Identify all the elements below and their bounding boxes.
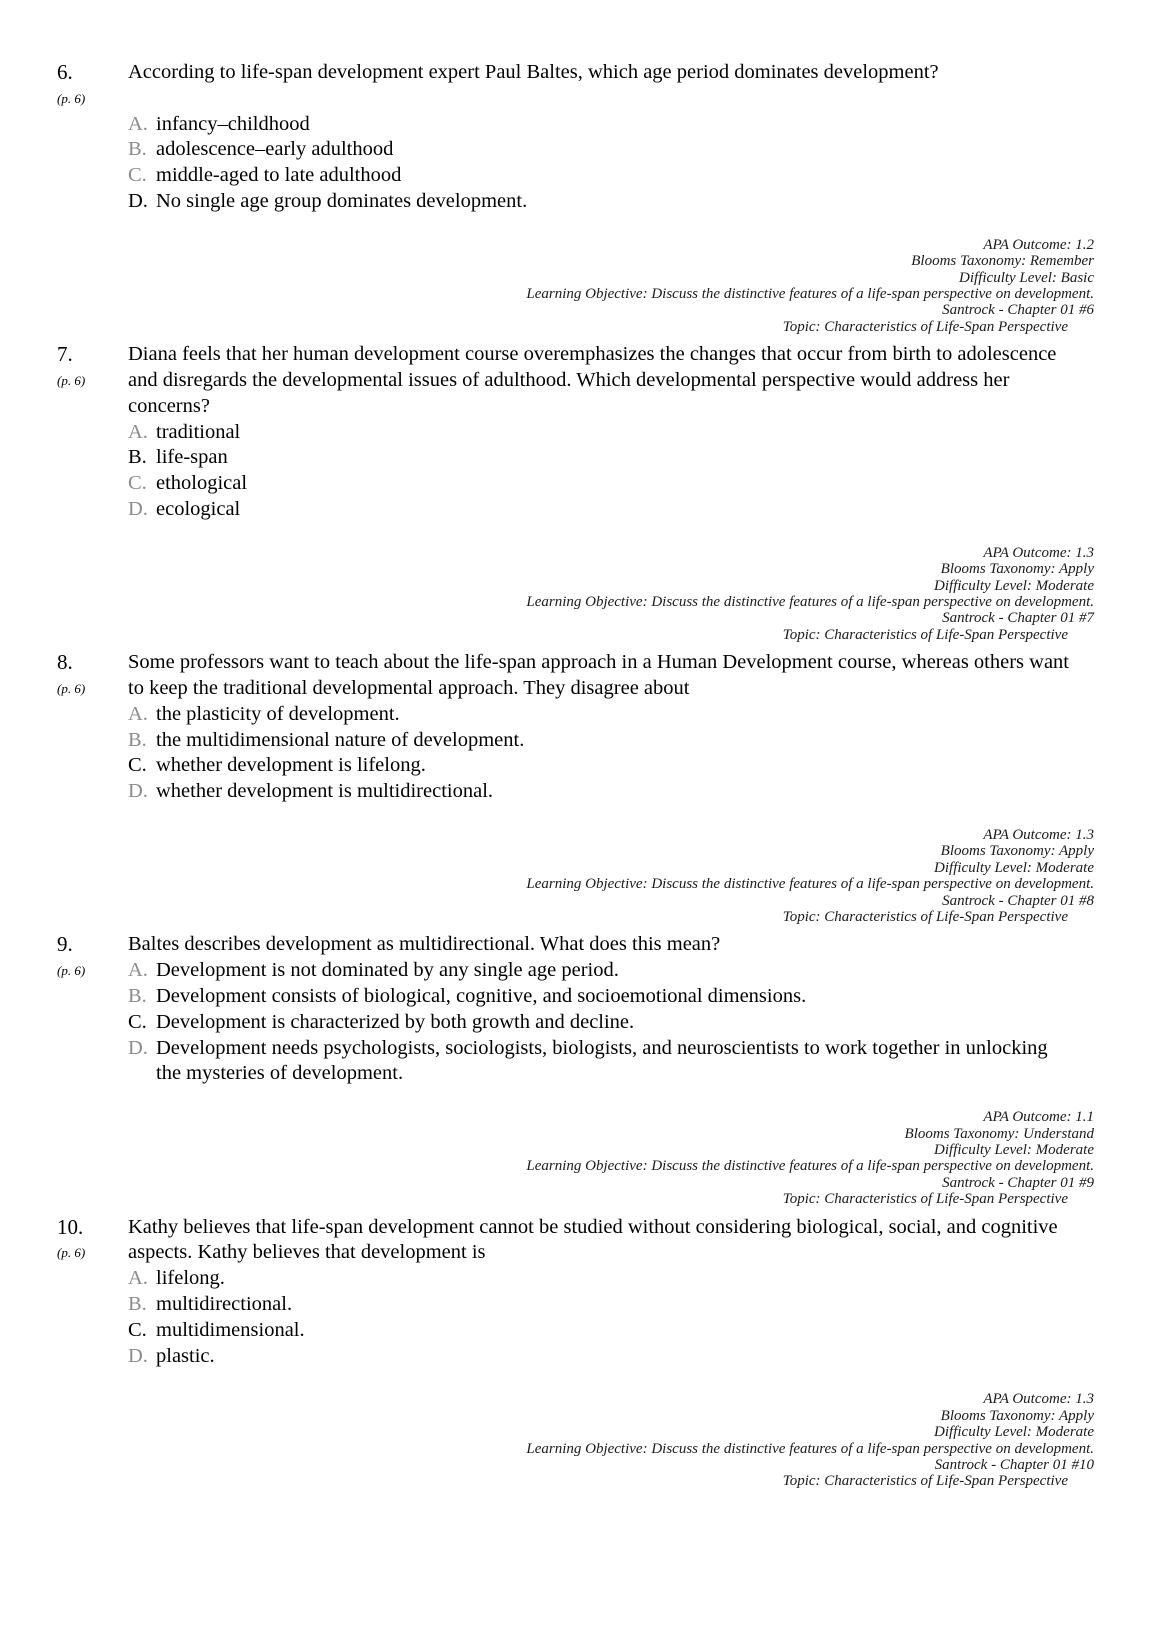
- option-text: adolescence–early adulthood: [156, 138, 394, 161]
- option-letter: C.: [128, 754, 147, 777]
- option-text: life-span: [156, 446, 228, 469]
- meta-learning-objective: Learning Objective: Discuss the distinctive features of a life-span perspective on development.: [526, 594, 1094, 611]
- question-9: [57, 932, 1094, 1087]
- answer-option-b: [128, 1292, 1073, 1318]
- option-text: the multidimensional nature of development.: [156, 728, 525, 751]
- meta-blooms-taxonomy: Blooms Taxonomy: Remember: [911, 253, 1094, 270]
- question-number: 10.: [57, 1214, 84, 1239]
- question-stem: Diana feels that her human development course overemphasizes the changes that occur from birth to adolescence and disregards the developmental issues of adulthood. Which developmental perspective would address her concerns?: [128, 343, 1057, 417]
- option-text: plastic.: [156, 1344, 215, 1367]
- answer-options: [128, 1266, 1073, 1369]
- question-number: 9.: [57, 932, 73, 957]
- answer-option-d: [128, 1036, 1073, 1088]
- option-letter: A.: [128, 702, 148, 725]
- answer-options: [128, 958, 1073, 1087]
- option-letter: D.: [128, 1344, 148, 1367]
- option-letter: B.: [128, 728, 147, 751]
- meta-difficulty-level: Difficulty Level: Moderate: [934, 859, 1094, 876]
- option-text: ecological: [156, 498, 241, 520]
- question-stem: Some professors want to teach about the life-span approach in a Human Development course, whereas others want to keep the traditional developmental approach. They disagree about: [128, 651, 1069, 700]
- option-letter: B.: [128, 446, 147, 469]
- answer-option-d: [128, 1344, 1073, 1370]
- answer-option-d: [128, 189, 1073, 215]
- question-6: [57, 60, 1094, 215]
- meta-apa-outcome: APA Outcome: 1.3: [983, 827, 1094, 844]
- meta-source: Santrock - Chapter 01 #8: [942, 892, 1094, 909]
- option-letter: A.: [128, 112, 148, 135]
- answer-option-a: [128, 958, 1073, 984]
- answer-option-b: [128, 984, 1073, 1010]
- option-letter: A.: [128, 959, 148, 982]
- answer-options: [128, 112, 1073, 215]
- option-text: multidimensional.: [156, 1318, 305, 1341]
- meta-learning-objective: Learning Objective: Discuss the distinctive features of a life-span perspective on development.: [526, 286, 1094, 302]
- question-10: [57, 1215, 1094, 1370]
- option-letter: D.: [128, 498, 148, 520]
- page-reference: (p. 6): [57, 681, 86, 697]
- option-text: middle-aged to late adulthood: [156, 164, 402, 187]
- option-letter: B.: [128, 985, 147, 1008]
- meta-topic: Topic: Characteristics of Life-Span Perspective: [782, 1191, 1068, 1208]
- meta-topic: Topic: Characteristics of Life-Span Perspective: [782, 626, 1068, 643]
- option-letter: C.: [128, 1318, 147, 1341]
- meta-learning-objective: Learning Objective: Discuss the distinctive features of a life-span perspective on development.: [526, 876, 1094, 893]
- answer-option-d: [128, 497, 1073, 523]
- metadata-block: [57, 827, 1094, 925]
- option-text: ethological: [156, 472, 248, 495]
- page-reference: (p. 6): [57, 373, 86, 389]
- page-reference: (p. 6): [57, 963, 86, 979]
- option-text: Development consists of biological, cognitive, and socioemotional dimensions.: [156, 985, 807, 1008]
- question-7: [57, 342, 1094, 523]
- option-letter: D.: [128, 189, 148, 212]
- meta-apa-outcome: APA Outcome: 1.1: [983, 1109, 1094, 1126]
- question-stem: Baltes describes development as multidirectional. What does this mean?: [128, 933, 721, 956]
- meta-blooms-taxonomy: Blooms Taxonomy: Apply: [940, 561, 1094, 578]
- answer-option-c: [128, 1318, 1073, 1344]
- option-text: whether development is lifelong.: [156, 754, 426, 777]
- option-text: Development needs psychologists, sociologists, biologists, and neuroscientists to work together in unlocking the mysteries of development.: [156, 1036, 1048, 1085]
- question-8: [57, 650, 1094, 805]
- option-letter: D.: [128, 780, 148, 803]
- option-text: Development is not dominated by any single age period.: [156, 959, 619, 982]
- option-letter: B.: [128, 1293, 147, 1316]
- question-stem: According to life-span development expert Paul Baltes, which age period dominates development?: [128, 61, 939, 83]
- answer-option-c: [128, 163, 1073, 189]
- option-letter: B.: [128, 138, 147, 161]
- option-text: multidirectional.: [156, 1293, 293, 1316]
- answer-option-a: [128, 1266, 1073, 1292]
- answer-option-c: [128, 1010, 1073, 1036]
- meta-apa-outcome: APA Outcome: 1.2: [983, 236, 1094, 253]
- meta-source: Santrock - Chapter 01 #6: [942, 302, 1094, 319]
- meta-blooms-taxonomy: Blooms Taxonomy: Apply: [940, 1407, 1094, 1424]
- metadata-block: [57, 237, 1094, 335]
- meta-topic: Topic: Characteristics of Life-Span Perspective: [782, 318, 1068, 335]
- answer-option-b: [128, 728, 1073, 754]
- meta-source: Santrock - Chapter 01 #9: [942, 1174, 1094, 1191]
- option-text: whether development is multidirectional.: [156, 780, 494, 803]
- meta-source: Santrock - Chapter 01 #10: [934, 1457, 1094, 1474]
- answer-option-a: [128, 420, 1073, 446]
- meta-topic: Topic: Characteristics of Life-Span Perspective: [782, 1473, 1068, 1490]
- option-text: Development is characterized by both growth and decline.: [156, 1010, 635, 1033]
- meta-difficulty-level: Difficulty Level: Basic: [959, 269, 1094, 286]
- metadata-block: [57, 1109, 1094, 1207]
- option-text: lifelong.: [156, 1267, 225, 1290]
- answer-option-b: [128, 445, 1073, 471]
- option-letter: C.: [128, 472, 147, 495]
- answer-options: [128, 420, 1073, 523]
- meta-blooms-taxonomy: Blooms Taxonomy: Understand: [904, 1125, 1094, 1142]
- option-letter: C.: [128, 164, 147, 187]
- answer-option-a: [128, 702, 1073, 728]
- question-number: 8.: [57, 650, 73, 675]
- page-reference: (p. 6): [57, 90, 86, 106]
- option-text: traditional: [156, 420, 241, 443]
- question-stem: Kathy believes that life-span development cannot be studied without considering biological, social, and cognitive aspects. Kathy believes that development is: [128, 1215, 1058, 1264]
- meta-difficulty-level: Difficulty Level: Moderate: [934, 1424, 1094, 1441]
- option-text: No single age group dominates development.: [156, 189, 528, 212]
- metadata-block: [57, 1391, 1094, 1489]
- meta-learning-objective: Learning Objective: Discuss the distinctive features of a life-span perspective on development.: [526, 1158, 1094, 1175]
- answer-option-c: [128, 753, 1073, 779]
- meta-learning-objective: Learning Objective: Discuss the distinctive features of a life-span perspective on development.: [526, 1440, 1094, 1457]
- question-number: 7.: [57, 342, 73, 367]
- answer-option-a: [128, 112, 1073, 138]
- answer-options: [128, 702, 1073, 805]
- meta-source: Santrock - Chapter 01 #7: [942, 610, 1094, 627]
- answer-option-b: [128, 137, 1073, 163]
- option-letter: A.: [128, 420, 148, 443]
- meta-apa-outcome: APA Outcome: 1.3: [983, 1391, 1094, 1408]
- meta-blooms-taxonomy: Blooms Taxonomy: Apply: [940, 843, 1094, 860]
- option-text: the plasticity of development.: [156, 702, 400, 725]
- answer-option-d: [128, 779, 1073, 805]
- meta-difficulty-level: Difficulty Level: Moderate: [934, 577, 1094, 594]
- meta-apa-outcome: APA Outcome: 1.3: [983, 544, 1094, 561]
- metadata-block: [57, 545, 1094, 643]
- answer-option-c: [128, 471, 1073, 497]
- option-letter: D.: [128, 1036, 148, 1059]
- page-reference: (p. 6): [57, 1245, 86, 1261]
- option-letter: C.: [128, 1010, 147, 1033]
- question-number: 6.: [57, 60, 73, 84]
- option-letter: A.: [128, 1267, 148, 1290]
- meta-topic: Topic: Characteristics of Life-Span Perspective: [782, 909, 1068, 926]
- option-text: infancy–childhood: [156, 112, 310, 135]
- meta-difficulty-level: Difficulty Level: Moderate: [934, 1142, 1094, 1159]
